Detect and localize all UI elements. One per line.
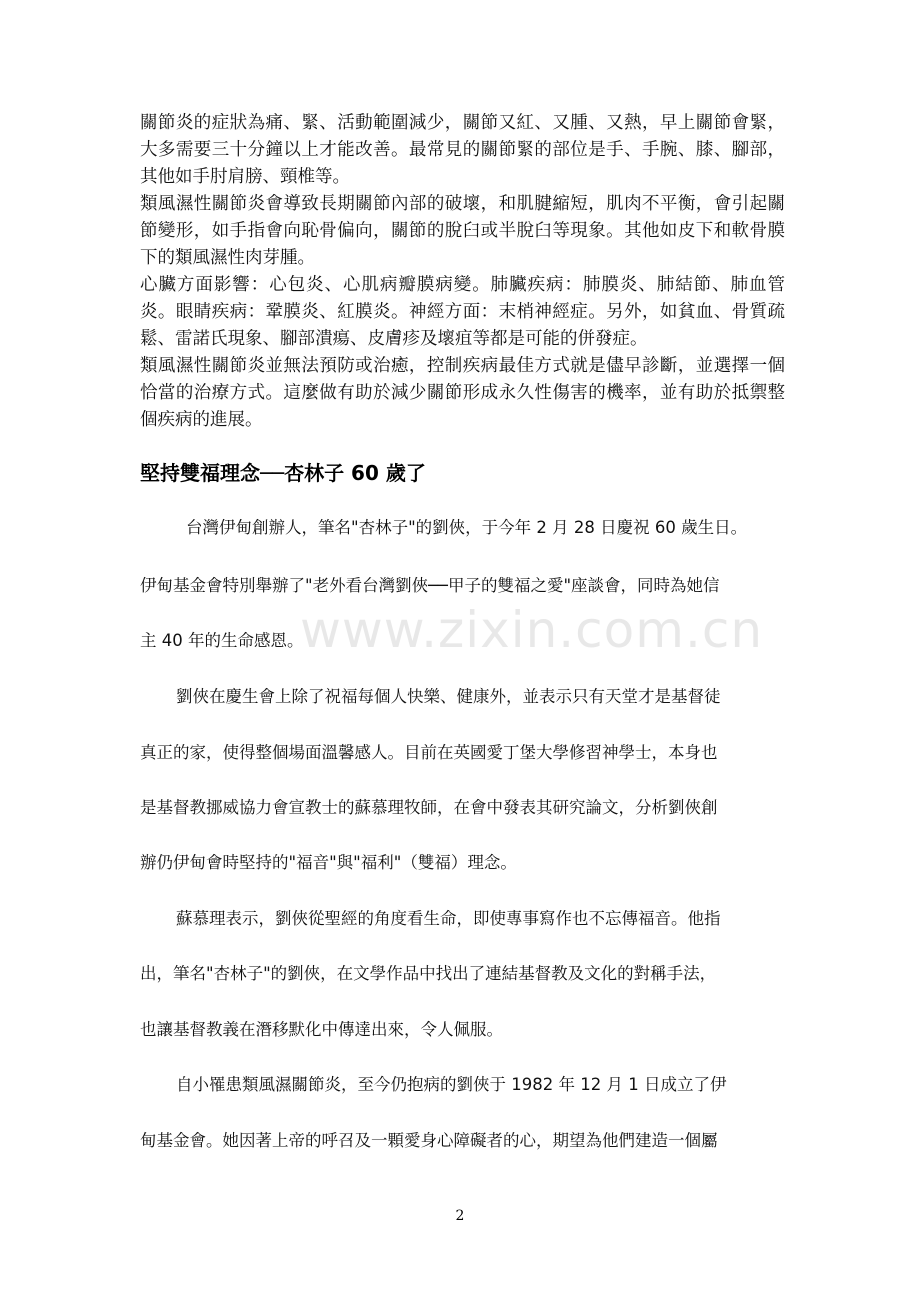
page-number: 2 — [455, 1208, 465, 1224]
paragraph-symptoms: 關節炎的症狀為痛、緊、活動範圍減少，關節又紅、又腫、又熱，早上關節會緊，大多需要三十分鐘以上才能改善。最常見的關節緊的部位是手、手腕、膝、腳部，其他如手肘肩膀、頸椎等。 — [140, 113, 785, 187]
article-line: 自小罹患類風濕關節炎，至今仍抱病的劉俠于 1982 年 12 月 1 日成立了伊 — [176, 1075, 727, 1094]
article-line: 主 40 年的生命感恩。 — [140, 631, 304, 650]
article-line: 劉俠在慶生會上除了祝福每個人快樂、健康外，並表示只有天堂才是基督徒 — [176, 687, 721, 706]
article-line: 甸基金會。她因著上帝的呼召及一顆愛身心障礙者的心，期望為他們建造一個屬 — [140, 1131, 718, 1150]
article-line: 台灣伊甸創辦人，筆名"杏林子"的劉俠，于今年 2 月 28 日慶祝 60 歲生日。 — [186, 518, 748, 537]
article-line: 也讓基督教義在潛移默化中傳達出來，令人佩服。 — [140, 1020, 503, 1039]
watermark: www.zixin.com.cn — [300, 601, 764, 659]
paragraph-deformity: 類風濕性關節炎會導致長期關節內部的破壞，和肌腱縮短，肌肉不平衡，會引起關節變形，如手指會向恥骨偏向，關節的脫臼或半脫臼等現象。其他如皮下和軟骨膜下的類風濕性肉芽腫。 — [140, 194, 785, 268]
article-line: 辦仍伊甸會時堅持的"福音"與"福利"（雙福）理念。 — [140, 853, 517, 872]
article-title: 堅持雙福理念──杏林子 60 歲了 — [140, 461, 426, 485]
article-line: 是基督教挪威協力會宣教士的蘇慕理牧師，在會中發表其研究論文，分析劉俠創 — [140, 798, 718, 817]
article-line: 出，筆名"杏林子"的劉俠，在文學作品中找出了連結基督教及文化的對稱手法， — [140, 964, 717, 983]
article-line: 蘇慕理表示，劉俠從聖經的角度看生命，即使專事寫作也不忘傳福音。他指 — [176, 909, 721, 928]
intro-section — [140, 110, 785, 434]
article-line: 真正的家，使得整個場面溫馨感人。目前在英國愛丁堡大學修習神學士，本身也 — [140, 743, 718, 762]
article-line: 伊甸基金會特別舉辦了"老外看台灣劉俠──甲子的雙福之愛"座談會，同時為她信 — [140, 576, 720, 595]
paragraph-complications: 心臟方面影響：心包炎、心肌病瓣膜病變。肺臟疾病：肺膜炎、肺結節、肺血管炎。眼睛疾病：鞏膜炎、紅膜炎。神經方面：末梢神經症。另外，如貧血、骨質疏鬆、雷諾氏現象、腳部潰瘍、皮膚疹及壞疽等都是可能的併發症。 — [140, 275, 785, 349]
paragraph-treatment: 類風濕性關節炎並無法預防或治癒，控制疾病最佳方式就是儘早診斷，並選擇一個恰當的治療方式。這麼做有助於減少關節形成永久性傷害的機率，並有助於抵禦整個疾病的進展。 — [140, 356, 785, 430]
